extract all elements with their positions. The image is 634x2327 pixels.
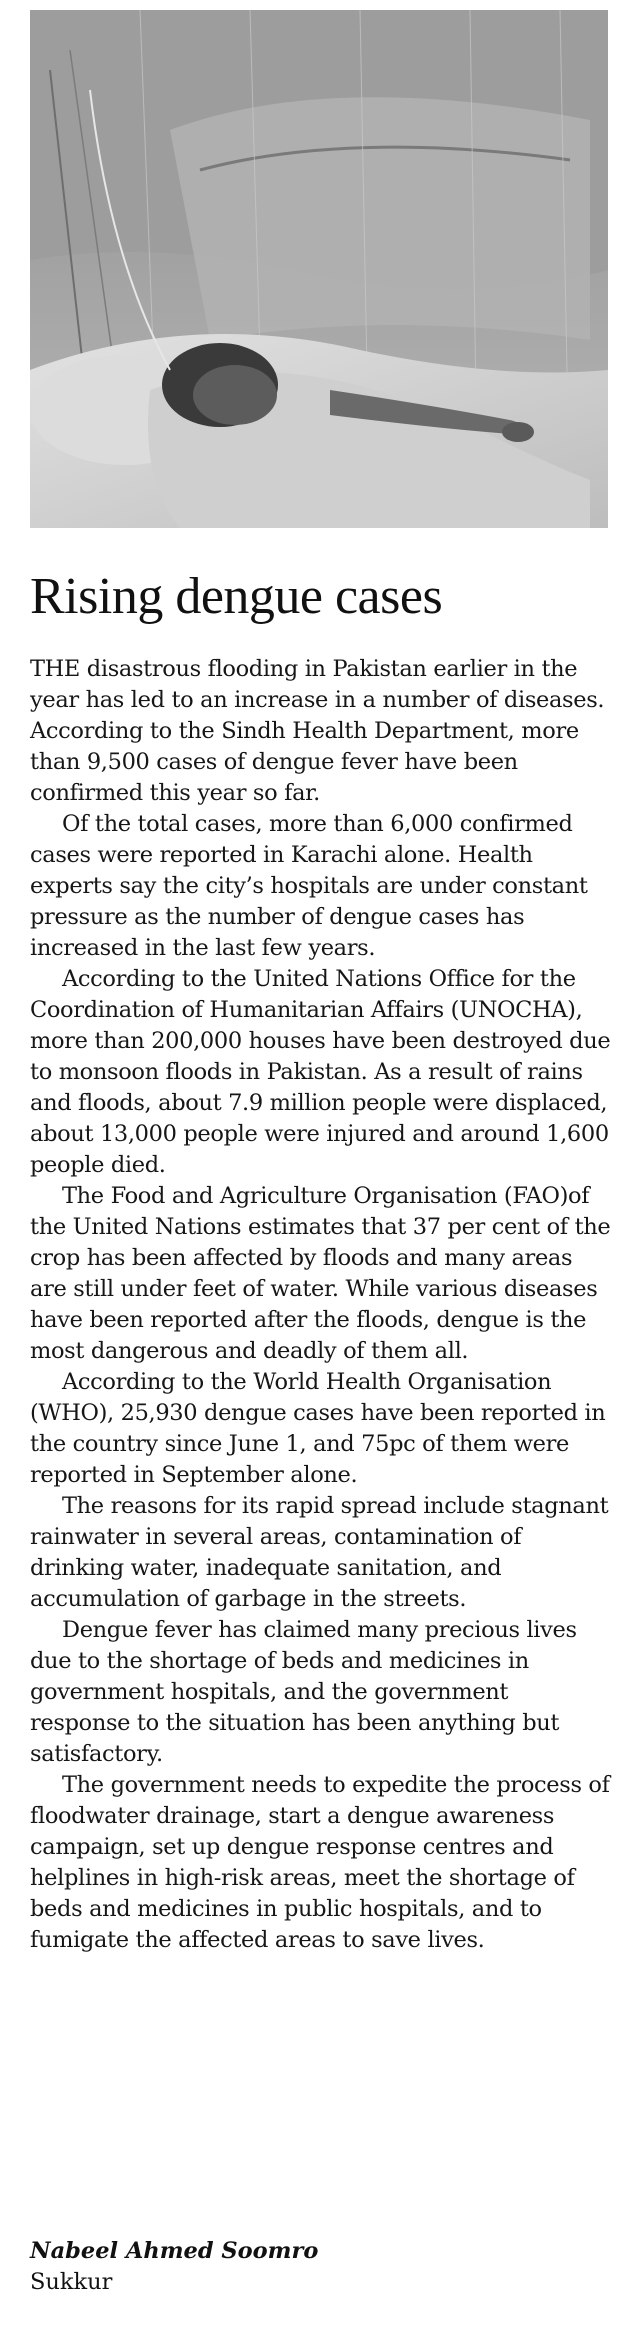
- letter-signature: [30, 2236, 610, 2298]
- article-photo: [30, 10, 608, 528]
- article-headline: Rising dengue cases: [30, 568, 443, 625]
- article-paragraph: THE disastrous flooding in Pakistan earlier in the year has led to an increase in a number of diseases. According to the Sindh Health Department, more than 9,500 cases of dengue fever have been confirmed this year so far.: [30, 656, 605, 806]
- author-location: Sukkur: [30, 2269, 113, 2295]
- article-paragraph: The reasons for its rapid spread include stagnant rainwater in several areas, contamination of drinking water, inadequate sanitation, and accumulation of garbage in the streets.: [30, 1493, 609, 1612]
- article-paragraph: According to the World Health Organisation (WHO), 25,930 dengue cases have been reported in the country since June 1, and 75pc of them were reported in September alone.: [30, 1369, 606, 1488]
- article-paragraph: Dengue fever has claimed many precious lives due to the shortage of beds and medicines in government hospitals, and the government response to the situation has been anything but satisfactory.: [30, 1617, 577, 1767]
- article-body: [30, 654, 615, 1956]
- article-paragraph: Of the total cases, more than 6,000 confirmed cases were reported in Karachi alone. Health experts say the city’s hospitals are under constant pressure as the number of dengue cases has increased in the last few years.: [30, 811, 588, 961]
- author-name: Nabeel Ahmed Soomro: [30, 2238, 319, 2264]
- article-paragraph: The Food and Agriculture Organisation (FAO)of the United Nations estimates that 37 per cent of the crop has been affected by floods and many areas are still under feet of water. While various diseases have been reported after the floods, dengue is the most dangerous and deadly of them all.: [30, 1183, 611, 1364]
- article-paragraph: According to the United Nations Office for the Coordination of Humanitarian Affairs (UNOCHA), more than 200,000 houses have been destroyed due to monsoon floods in Pakistan. As a result of rains and floods, about 7.9 million people were displaced, about 13,000 people were injured and around 1,600 people died.: [30, 966, 611, 1178]
- article-paragraph: The government needs to expedite the process of floodwater drainage, start a dengue awareness campaign, set up dengue response centres and helplines in high-risk areas, meet the shortage of beds and medicines in public hospitals, and to fumigate the affected areas to save lives.: [30, 1772, 610, 1953]
